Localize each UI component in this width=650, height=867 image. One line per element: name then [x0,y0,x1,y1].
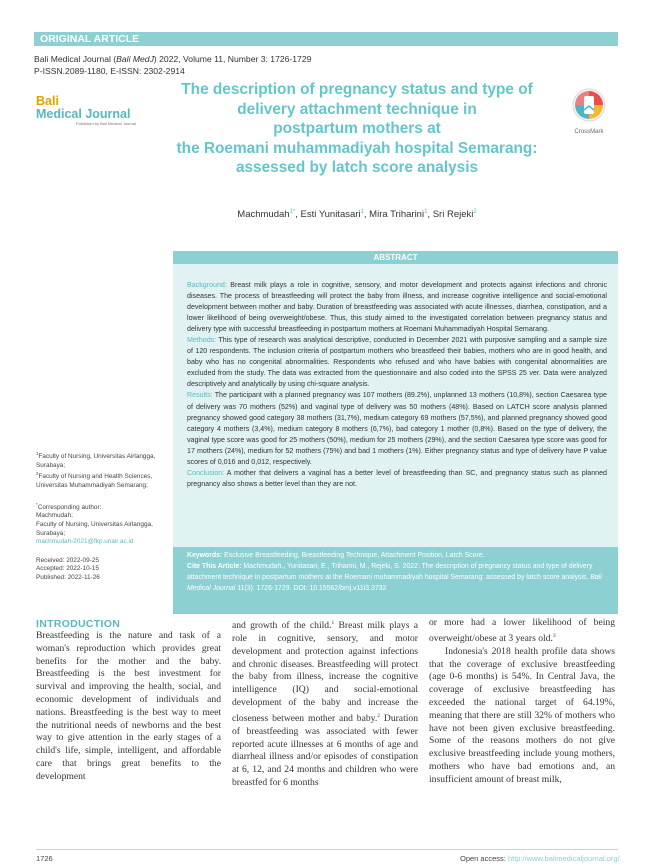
crossmark-badge[interactable] [568,88,610,138]
introduction-heading: INTRODUCTION [36,618,121,630]
paragraph: Indonesia's 2018 health profile data shows that the coverage of exclusive breastfeeding (age 0-6 months) is 54%. In Central Java, the coverage of exclusive breastfeeding has exceeded the national target of 64.19%, meaning that there are still 32% of mothers who have not been given exclusive breastfeeding. Some of the reasons mothers do not give exclusive breastfeeding include young mothers, mothers who have bad emotions and, an insufficient amount of breast milk, [429,645,615,785]
paragraph [232,617,418,790]
author-list: Machmudah$^{1*}$, Esti Yunitasari$^1$, Mira Triharini$^1$, Sri Rejeki$^2$ [237,209,477,221]
keywords-body [187,550,607,594]
text-run: Breast milk plays a role in cognitive, sensory, and motor development and protection against infections and chronic diseases. Breastfeeding will protect the baby from illness, increase the cognitive intelligence (IQ) and social-emotional development of the baby and increase the closeness between mother and baby. [232,620,419,724]
corresponding-name: Machmudah; [36,512,73,520]
footer-divider [36,849,618,850]
affiliation-2 [36,470,166,490]
corresponding-label [36,501,166,513]
logo-tagline: Published by Bali Medical Journal [76,121,136,126]
body-column-3 [429,617,615,787]
published-date: Published: 2022-11-26 [36,573,100,581]
cite-journal: Bali Medical Journal [187,574,602,592]
paragraph [429,617,615,646]
author-mark: 1* [289,209,296,215]
corr-label-text: Corresponding author: [37,503,102,511]
text-run: or more had a lower likelihood of being overweight/obese at 3 years old. [429,617,615,644]
corresponding-address: Faculty of Nursing, Universitas Airlangga, Surabaya; [36,520,153,537]
results-text: The participant with a planned pregnancy was 107 mothers (89.2%), unplanned 13 mothers (10,8%), section Caesarea type of delivery was 70 mothers (52%) and vaginal type of delivery was 50 mothers (48%). Based on LATCH score analysis planned pregnancy showed good category 38 mothers (31,7%), medium category 69 mothers (57,5%), and planned pregnancy showed good category 4 mothers (3,4%), medium category 8 mothers (6,7%), bad category 1 mother (0,8%). Based on the type of delivery, the vaginal type score was good for 25 mothers (50%), medium for 25 mothers (29%), and the section Caesarea type score was good for 17 mothers (24%), medium for 52 mothers (75%) and bad 1 mothers (1%). Either pregnancy status and type of delivery have P value scores of 0,016 and 0,012, respectively. [187,391,607,466]
abstract-conclusion [187,468,607,490]
journal-logo [36,95,148,135]
aff-mark: 2 [36,471,39,477]
received-date: Received: 2022-09-25 [36,556,99,564]
abstract-body [187,280,607,490]
text-run: and growth of the child. [232,620,332,632]
citation [187,561,607,594]
accepted-date: Accepted: 2022-10-15 [36,565,99,573]
body-column-2 [232,617,418,790]
title-line: assessed by latch score analysis [235,159,479,176]
keywords-text: Exclusive Breastfeeding, Breastfeeding Technique, Attachment Position, Latch Score. [224,552,485,559]
affiliation-1 [36,450,166,470]
crossmark-icon [572,88,606,122]
conclusion-text: A mother that delivers a vaginal has a better level of breastfeeding than SC, and pregnancy status such as planned pregnancy also shows a better level than they are not. [187,468,607,488]
author-name: Mira Triharini [369,209,425,221]
reference-mark: 2 [377,712,380,719]
methods-text: This type of research was analytical descriptive, conducted in December 2021 with purposive sampling and a sample size of 120 respondents. The inclusion criteria of postpartum mothers who breastfeed their babies, mothers who are in good health, and baby who has no congenital abnormalities. Respondents who refused and who have babies with congenital abnormalities are excluded from the study. The data was extracted from the questionnaire and also coded into the SPSS 25 ver. Data were analyzed descriptively and analytically by using chi-square analysis. [187,336,607,389]
aff-text: Faculty of Nursing, Universitas Airlangga, Surabaya; [36,453,156,469]
conclusion-label: Conclusion: [187,468,225,477]
corr-mark: * [36,501,38,507]
issn: P-ISSN.2089-1180, E-ISSN: 2302-2914 [34,66,185,76]
cite-rest: 11(3): 1726-1729. DOI: 10.15562/bmj.v11i3.3732 [237,585,387,592]
title-line: The description of pregnancy status and type of [181,81,533,98]
journal-citation [34,53,311,77]
affiliations [36,450,166,583]
keywords-label: Keywords: [187,552,223,559]
article-title [150,80,564,178]
author-name: Esti Yunitasari [300,209,361,221]
journal-abbr: Bali MedJ [116,54,154,64]
abstract-background [187,280,607,335]
journal-post: ) 2022, Volume 11, Number 3: 1726-1729 [153,54,312,64]
author-name: Sri Rejeki [432,209,474,221]
aff-mark: 1 [36,451,39,456]
body-column-1 [36,630,221,784]
paragraph: Breastfeeding is the nature and task of a woman's reproduction which provides great benefits for the mother and the baby. Breastfeeding is the best investment for survival and improving the health, social, and economic development of individuals and nations. Breastfeeding is the best way to meet the nutritional needs of newborns and the best way to give attention in the early stages of a child's life, simple, intelligent, and affordable care that brings great benefits to the development [36,630,221,782]
text-run: Duration of breastfeeding was associated with fewer reported acute illnesses at 6 months of age and diarrheal illness and/or episodes of constipation at 6, 12, and 24 months and children who were breastfed for 6 months [232,712,418,788]
journal-url-link[interactable]: http://www.balimedicaljournal.org/ [507,854,620,863]
methods-label: Methods: [187,336,217,345]
logo-line2: Medical Journal [36,107,131,121]
reference-mark: 1 [331,620,335,626]
corresponding-email[interactable]: machmudah-2021@fkp.unair.ac.id [36,538,134,546]
aff-text: Faculty of Nursing and Health Sciences, Universitas Muhammadiyah Semarang; [36,473,153,490]
reference-mark: 3 [552,632,556,639]
logo-line1: Bali [36,94,59,108]
author-mark: 1 [360,209,364,215]
open-access [460,854,620,863]
background-text: Breast milk plays a role in cognitive, sensory, and motor development and protects against infections and chronic diseases. The process of breastfeeding will protect the baby from illness, and increase cognitive intelligence and social-emotional development between mother and baby. Duration of breastfeeding was associated with acute illnesses, diarrhea, constipation, and a lower likelihood of being overweight/obese. Thus, this study aimed to the investigated correlation between pregnancy status and delivery type with successful breastfeeding in postpartum mothers at Roemani Muhammadiyah Hospital Semarang. [187,281,607,334]
title-line: postpartum mothers at [273,120,441,137]
title-line: the Roemani muhammadiyah hospital Semarang: [176,139,538,157]
open-access-label: Open access: [460,854,506,863]
abstract-results [187,390,607,467]
author-mark: 2 [473,209,477,215]
results-label: Results: [187,391,213,400]
abstract-heading: ABSTRACT [173,251,618,264]
cite-text: Machmudah., Yunitasari, E., Triharini, M., Rejeki, S. 2022. The description of pregnancy status and type of delivery attachment technique in postpartum mothers at the Roemani muhammadiyah hospital Semarang: assessed by latch score analysis. [187,563,593,581]
abstract-methods [187,335,607,390]
author-mark: 1 [424,209,428,215]
keywords [187,550,607,561]
author-name: Machmudah [237,209,290,221]
cite-label: Cite This Article: [187,563,242,570]
title-line: delivery attachment technique in [237,100,477,118]
section-label: ORIGINAL ARTICLE [34,32,618,46]
crossmark-label: CrossMark [574,129,604,135]
background-label: Background: [187,281,227,289]
page-number: 1726 [36,854,53,863]
journal-pre: Bali Medical Journal ( [34,54,117,64]
